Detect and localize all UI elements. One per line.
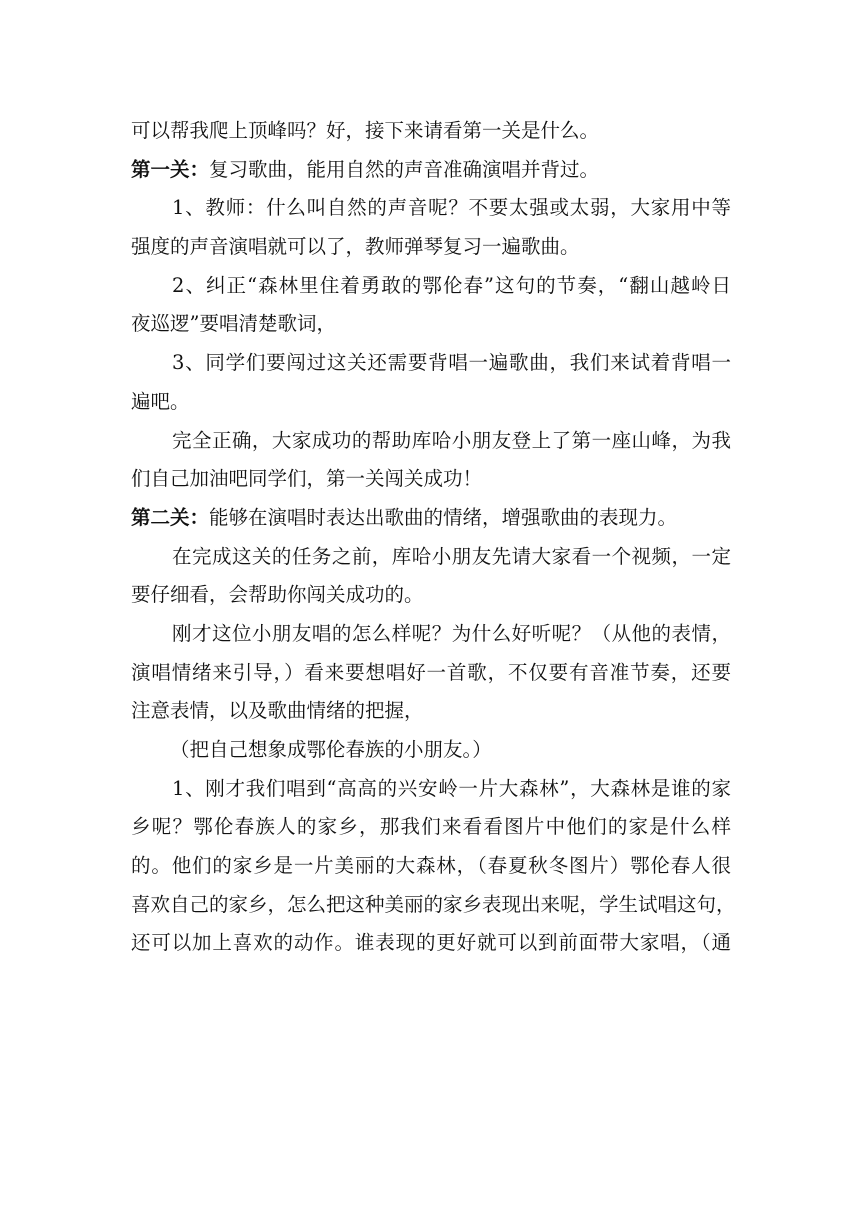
line-text: 们自己加油吧同学们，第一关闯关成功！ [131,467,483,491]
line-text: 复习歌曲，能用自然的声音准确演唱并背过。 [209,157,600,181]
line-text: 要仔细看，会帮助你闯关成功的。 [131,583,424,607]
text-line [131,228,731,267]
text-line [131,305,731,344]
text-line [131,808,731,847]
text-line [131,460,731,499]
document-body [131,112,736,963]
text-line [131,112,731,151]
line-text: 3、同学们要闯过这关还需要背唱一遍歌曲，我们来试着背唱一 [172,351,731,375]
section-label: 第一关： [131,157,210,181]
text-line [131,886,736,925]
line-text: （把自己想象成鄂伦春族的小朋友。） [170,738,492,761]
line-text: 注意表情，以及歌曲情绪的把握， [131,699,424,723]
text-line [131,770,731,809]
section-heading-2 [131,499,731,538]
text-line [131,692,731,731]
line-text: 能够在演唱时表达出歌曲的情绪，增强歌曲的表现力。 [209,505,678,529]
line-text: 2、纠正“森林里住着勇敢的鄂伦春”这句的节奏，“翻山越岭日 [172,273,731,297]
text-line [131,538,731,577]
line-text: 强度的声音演唱就可以了，教师弹琴复习一遍歌曲。 [131,235,580,259]
text-line [131,847,731,886]
line-text: 1、教师：什么叫自然的声音呢？不要太强或太弱，大家用中等 [172,196,731,220]
line-text: 遍吧。 [131,389,190,413]
line-text: 夜巡逻”要唱清楚歌词， [131,312,336,336]
line-text: 1、刚才我们唱到“高高的兴安岭一片大森林”，大森林是谁的家 [172,776,731,800]
section-label: 第二关： [131,505,210,529]
text-line [131,615,731,654]
text-line [131,267,731,306]
text-line [131,576,731,615]
section-heading-1 [131,151,731,190]
line-text: 完全正确，大家成功的帮助库哈小朋友登上了第一座山峰，为我 [172,428,731,452]
text-line [131,654,731,693]
text-line [131,924,731,963]
line-text: 喜欢自己的家乡，怎么把这种美丽的家乡表现出来呢，学生试唱这句， [131,892,736,916]
line-text: 的。他们的家乡是一片美丽的大森林，（春夏秋冬图片）鄂伦春人很 [131,854,731,878]
line-text: 乡呢？鄂伦春族人的家乡，那我们来看看图片中他们的家是什么样 [131,815,731,839]
text-line [131,422,731,461]
line-text: 刚才这位小朋友唱的怎么样呢？为什么好听呢？（从他的表情， [172,621,731,645]
text-line [131,383,731,422]
text-line [131,731,731,770]
line-text: 演唱情绪来引导，）看来要想唱好一首歌，不仅要有音准节奏，还要 [131,660,731,684]
text-line [131,344,731,383]
line-text: 还可以加上喜欢的动作。谁表现的更好就可以到前面带大家唱，（通 [131,931,731,955]
line-text: 可以帮我爬上顶峰吗？好，接下来请看第一关是什么。 [131,119,600,142]
text-line [131,189,731,228]
line-text: 在完成这关的任务之前，库哈小朋友先请大家看一个视频，一定 [172,544,731,568]
